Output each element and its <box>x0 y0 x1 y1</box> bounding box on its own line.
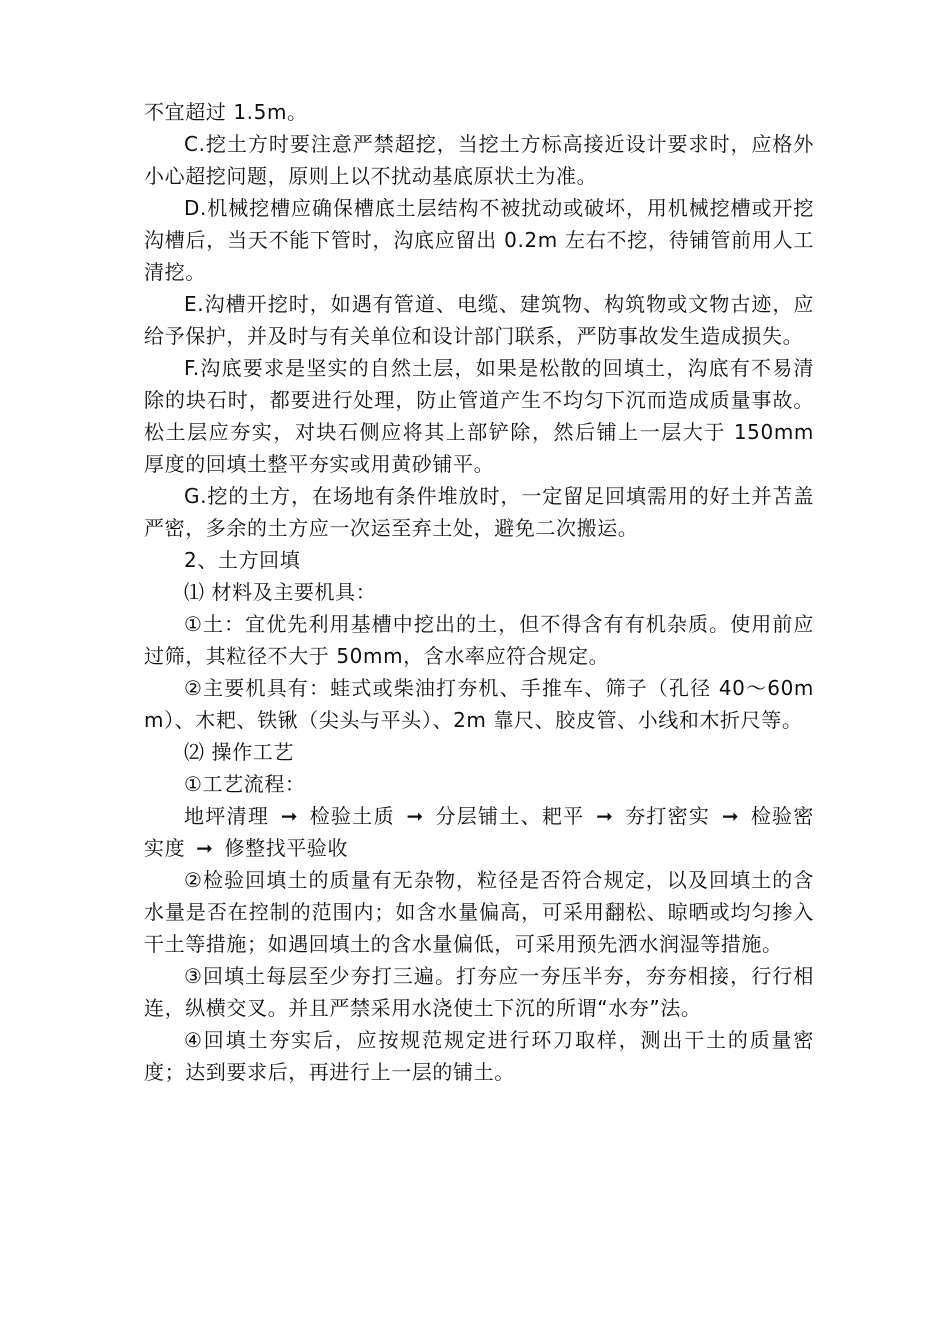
paragraph-continuation: 不宜超过 1.5m。 <box>144 100 308 124</box>
section-heading-backfill: 2、土方回填 <box>184 548 301 572</box>
paragraph-process-flow: 地坪清理 ➞ 检验土质 ➞ 分层铺土、耙平 ➞ 夯打密实 ➞ 检验密实度 ➞ 修整找平验收 <box>144 804 814 860</box>
paragraph-item-c: C.挖土方时要注意严禁超挖，当挖土方标高接近设计要求时，应格外小心超挖问题，原则上以不扰动基底原状土为准。 <box>144 132 814 188</box>
paragraph-soil: ①土：宜优先利用基槽中挖出的土，但不得含有有机杂质。使用前应过筛，其粒径不大于 50mm，含水率应符合规定。 <box>144 612 814 668</box>
paragraph-inspection: ②检验回填土的质量有无杂物，粒径是否符合规定，以及回填土的含水量是否在控制的范围内；如含水量偏高，可采用翻松、晾晒或均匀掺入干土等措施；如遇回填土的含水量偏低，可采用预先洒水润湿等措施。 <box>144 868 814 956</box>
paragraph-tamping: ③回填土每层至少夯打三遍。打夯应一夯压半夯，夯夯相接，行行相连，纵横交叉。并且严禁采用水浇使土下沉的所谓“水夯”法。 <box>144 964 814 1020</box>
paragraph-item-e: E.沟槽开挖时，如遇有管道、电缆、建筑物、构筑物或文物古迹，应给予保护，并及时与有关单位和设计部门联系，严防事故发生造成损失。 <box>144 292 814 348</box>
paragraph-sampling: ④回填土夯实后，应按规范规定进行环刀取样，测出干土的质量密度；达到要求后，再进行上一层的铺土。 <box>144 1028 814 1084</box>
subsection-heading-process: ⑵ 操作工艺 <box>184 740 294 764</box>
document-body <box>144 96 814 1088</box>
paragraph-process-flow-title: ①工艺流程： <box>184 772 306 796</box>
paragraph-item-f: F.沟底要求是坚实的自然土层，如果是松散的回填土，沟底有不易清除的块石时，都要进行处理，防止管道产生不均匀下沉而造成质量事故。松土层应夯实，对块石侧应将其上部铲除，然后铺上一层大于 150mm 厚度的回填土整平夯实或用黄砂铺平。 <box>144 356 814 476</box>
paragraph-item-g: G.挖的土方，在场地有条件堆放时，一定留足回填需用的好土并苫盖严密，多余的土方应一次运至弃土处，避免二次搬运。 <box>144 484 814 540</box>
paragraph-equipment: ②主要机具有：蛙式或柴油打夯机、手推车、筛子（孔径 40～60mm）、木耙、铁锹（尖头与平头）、2m 靠尺、胶皮管、小线和木折尺等。 <box>144 676 814 732</box>
paragraph-item-d: D.机械挖槽应确保槽底土层结构不被扰动或破坏，用机械挖槽或开挖沟槽后，当天不能下管时，沟底应留出 0.2m 左右不挖，待铺管前用人工清挖。 <box>144 196 814 284</box>
subsection-heading-materials: ⑴ 材料及主要机具： <box>184 580 377 604</box>
